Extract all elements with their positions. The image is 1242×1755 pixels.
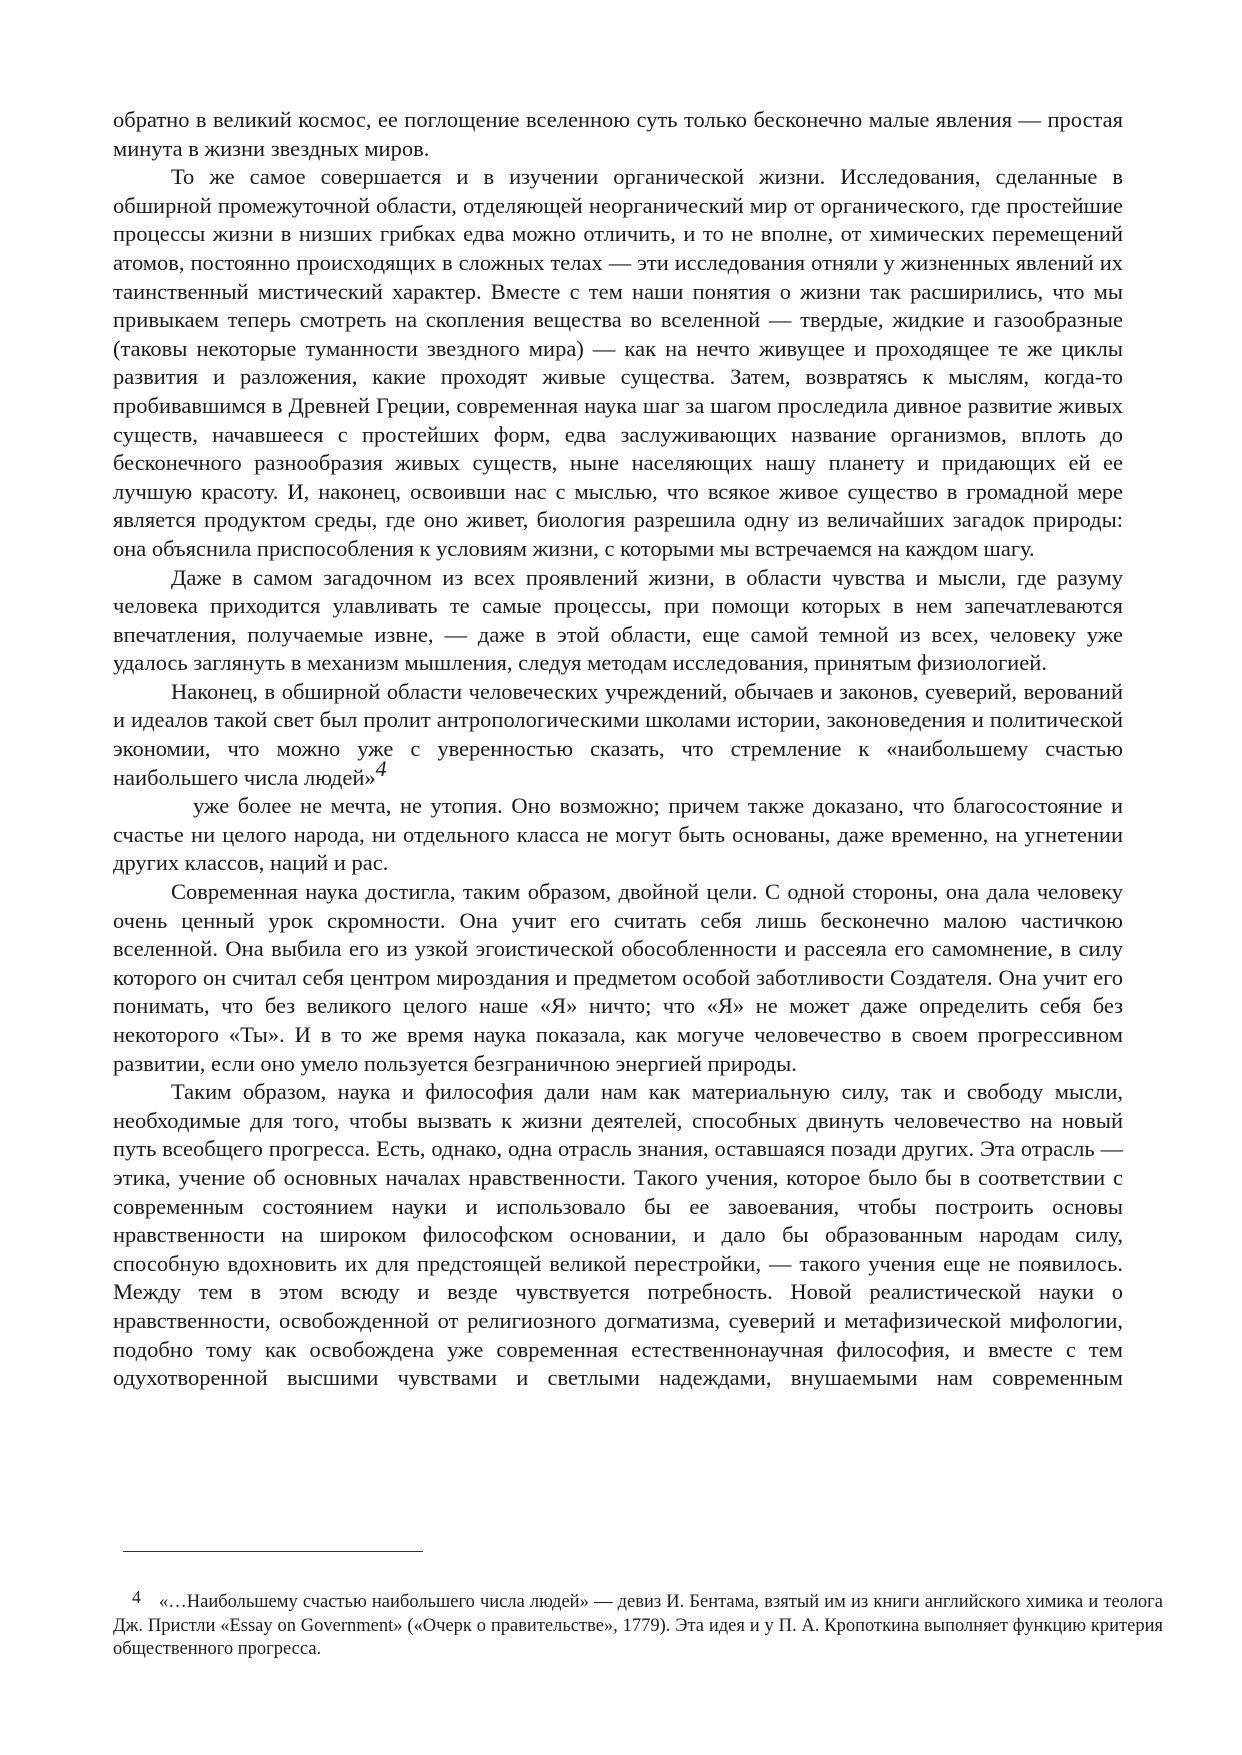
footnote-text: «…Наибольшему счастью наибольшего числа людей» — девиз И. Бентама, взятый им из книги английского химика и теолога Дж. Пристли «Essay on Government» («Очерк о правительстве», 1779). Эта идея и у П. А. Кропоткина выполняет функцию критерия общественного прогресса.	[113, 1592, 1163, 1659]
paragraph-2: То же самое совершается и в изучении органической жизни. Исследования, сделанные в обширной промежуточной области, отделяющей неорганический мир от органического, где простейшие процессы жизни в низших грибках едва можно отличить, и то не вполне, от химических перемещений атомов, постоянно происходящих в сложных телах — эти исследования отняли у жизненных явлений их таинственный мистический характер. Вместе с тем наши понятия о жизни так расширились, что мы привыкаем теперь смотреть на скопления вещества во вселенной — твердые, жидкие и газообразные (таковы некоторые туманности звездного мира) — как на нечто живущее и проходящее те же циклы развития и разложения, какие проходят живые существа. Затем, возвратясь к мыслям, когда-то пробивавшимся в Древней Греции, современная наука шаг за шагом проследила дивное развитие живых существ, начавшееся с простейших форм, едва заслуживающих название организмов, вплоть до бесконечного разнообразия живых существ, ныне населяющих нашу планету и придающих ей ее лучшую красоту. И, наконец, освоивши нас с мыслью, что всякое живое существо в громадной мере является продуктом среды, где оно живет, биология разрешила одну из величайших загадок природы: она объяснила приспособления к условиям жизни, с которыми мы встречаемся на каждом шагу.	[113, 164, 1123, 561]
footnote-number: 4	[132, 1587, 141, 1607]
paragraph-4	[113, 678, 1123, 792]
paragraph-5: Современная наука достигла, таким образом, двойной цели. С одной стороны, она дала человеку очень ценный урок скромности. Она учит его считать себя лишь бесконечно малою частичкою вселенной. Она выбила его из узкой эгоистической обособленности и рассеяла его самомнение, в силу которого он считал себя центром мироздания и предметом особой заботливости Создателя. Она учит его понимать, что без великого целого наше «Я» ничто; что «Я» не может даже определить себя без некоторого «Ты». И в то же время наука показала, как могуче человечество в своем прогрессивном развитии, если оно умело пользуется безграничною энергией природы.	[113, 879, 1123, 1076]
footnote	[113, 1586, 1163, 1662]
footnote-separator	[123, 1551, 423, 1552]
footnote-reference[interactable]: 4	[375, 755, 387, 781]
main-text-body	[113, 106, 1123, 1393]
paragraph-3: Даже в самом загадочном из всех проявлений жизни, в области чувства и мысли, где разуму человека приходится улавливать те самые процессы, при помощи которых в нем запечатлеваются впечатления, получаемые извне, — даже в этой области, еще самой темной из всех, человеку уже удалось заглянуть в механизм мышления, следуя методам исследования, принятым физиологией.	[113, 564, 1123, 676]
paragraph-4-continuation: уже более не мечта, не утопия. Оно возможно; причем также доказано, что благосостояние и счастье ни целого народа, ни отдельного класса не могут быть основаны, даже временно, на угнетении других классов, наций и рас.	[113, 793, 1123, 876]
paragraph-1: обратно в великий космос, ее поглощение вселенною суть только бесконечно малые явления — простая минута в жизни звездных миров.	[113, 107, 1123, 161]
paragraph-6: Таким образом, наука и философия дали нам как материальную силу, так и свободу мысли, необходимые для того, чтобы вызвать к жизни деятелей, способных двинуть человечество на новый путь всеобщего прогресса. Есть, однако, одна отрасль знания, оставшаяся позади других. Эта отрасль — этика, учение об основных началах нравственности. Такого учения, которое было бы в соответствии с современным состоянием науки и использовало бы ее завоевания, чтобы построить основы нравственности на широком философском основании, и дало бы образованным народам силу, способную вдохновить их для предстоящей великой перестройки, — такого учения еще не появилось. Между тем в этом всюду и везде чувствуется потребность. Новой реалистической науки о нравственности, освобожденной от религиозного догматизма, суеверий и метафизической мифологии, подобно тому как освобождена уже современная естественнонаучная философия, и вместе с тем одухотворенной высшими чувствами и светлыми надеждами, внушаемыми нам современным	[113, 1079, 1123, 1391]
paragraph-4-text: Наконец, в обширной области человеческих учреждений, обычаев и законов, суеверий, верований и идеалов такой свет был пролит антропологическими школами истории, законоведения и политической экономии, что можно уже с уверенностью сказать, что стремление к «наибольшему счастью наибольшего числа людей»	[113, 678, 1123, 790]
